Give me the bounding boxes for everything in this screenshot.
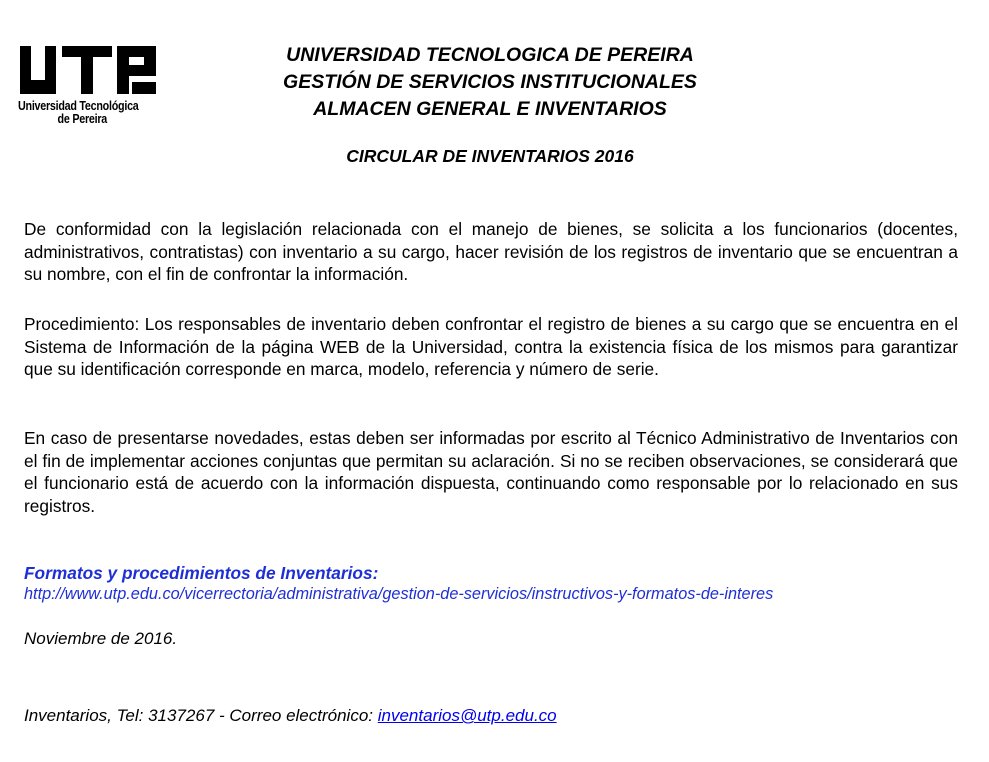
header-unit: ALMACEN GENERAL E INVENTARIOS	[313, 98, 667, 120]
formats-title: Formatos y procedimientos de Inventarios:	[24, 563, 379, 583]
paragraph-procedure: Procedimiento: Los responsables de inventario deben confrontar el registro de bienes a su cargo que se encuentra en el Sistema de Información de la página WEB de la Universidad, contra la existencia física de los mismos para garantizar que su identificación corresponde en marca, modelo, referencia y número de serie.	[24, 314, 958, 380]
circular-title: CIRCULAR DE INVENTARIOS 2016	[346, 146, 634, 166]
document-date: Noviembre de 2016.	[24, 629, 178, 648]
formats-link[interactable]: http://www.utp.edu.co/vicerrectoria/administrativa/gestion-de-servicios/instructivos-y-formatos-de-interes	[24, 585, 774, 603]
utp-logo	[18, 44, 160, 132]
contact-email-link[interactable]: inventarios@utp.edu.co	[377, 706, 557, 725]
utp-logo-icon	[18, 44, 160, 96]
logo-caption	[18, 100, 160, 126]
document-header	[200, 42, 780, 123]
contact-line	[24, 706, 557, 726]
paragraph-observations: En caso de presentarse novedades, estas deben ser informadas por escrito al Técnico Administrativo de Inventarios con el fin de implementar acciones conjuntas que permitan su aclaración. Si no se reciben observaciones, se considerará que el funcionario está de acuerdo con la información dispuesta, continuando como responsable por lo relacionado en sus registros.	[24, 428, 958, 517]
paragraph-intro: De conformidad con la legislación relacionada con el manejo de bienes, se solicita a los funcionarios (docentes, administrativos, contratistas) con inventario a su cargo, hacer revisión de los registros de inventario que se encuentran a su nombre, con el fin de confrontar la información.	[24, 219, 958, 285]
contact-prefix: Inventarios, Tel: 3137267 - Correo electrónico:	[24, 706, 378, 725]
logo-caption-line2: de Pereira	[57, 112, 107, 126]
logo-caption-line1: Universidad Tecnológica	[18, 99, 139, 113]
header-university: UNIVERSIDAD TECNOLOGICA DE PEREIRA	[286, 44, 694, 66]
header-department: GESTIÓN DE SERVICIOS INSTITUCIONALES	[283, 71, 697, 93]
